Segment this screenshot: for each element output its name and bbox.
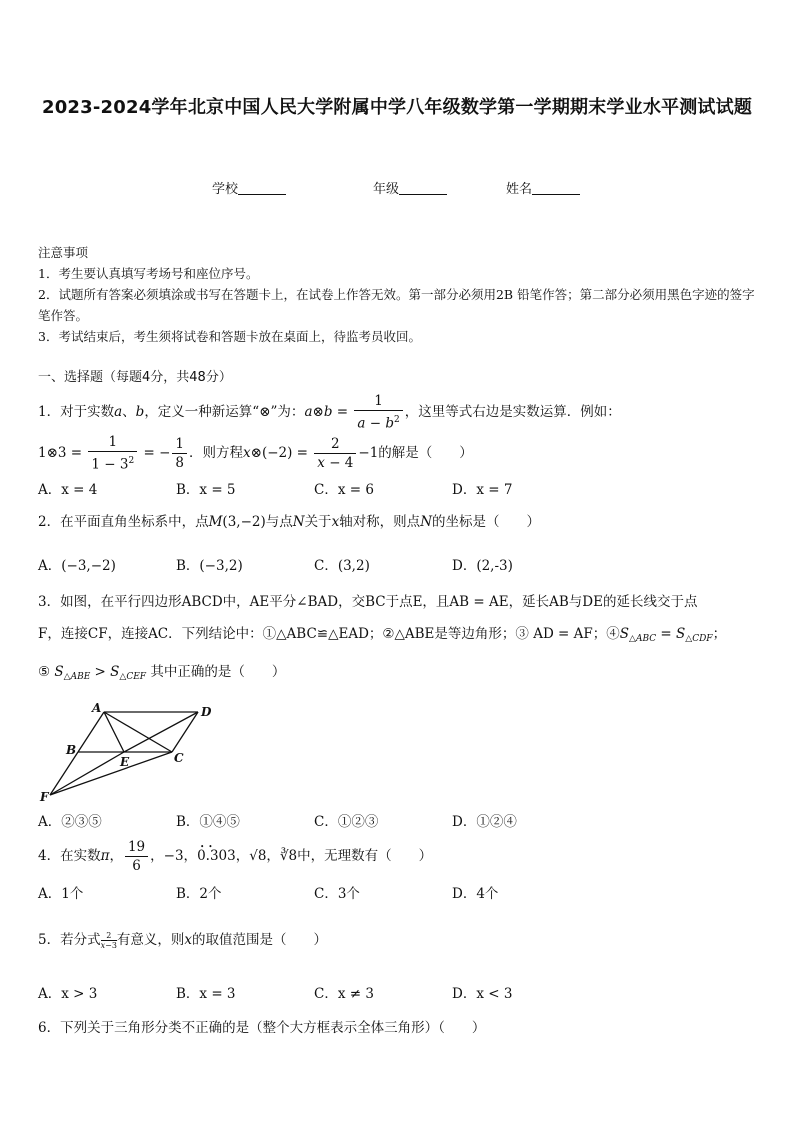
option-a[interactable]: A．②③⑤ [38,814,102,830]
option-c[interactable]: C．(3,2) [314,558,370,574]
name-label: 姓名 [506,182,533,197]
question-4: 4．在实数π， $\frac{19}{6}$ ，−3，• • 0.303，√8，∛8中，无理数有（ ） [38,834,762,878]
school-label: 学校 [212,182,239,197]
option-c[interactable]: C．3个 [314,886,360,902]
question-3: 3．如图，在平行四边形ABCD中，AE平分∠BAD，交BC于点E，且AB = AE，延长AB与DE的延长线交于点 F，连接CF，连接AC．下列结论中：①△ABC≌△EAD；②△ABE是等边角形；③ AD = AF；$④S_{\triangle ABC} = S_{\triangle CDF}$； ⑤ $S_{\triangle ABE} > S_{\triangle CEF}$ 其中正确的是（ ） [38,594,727,682]
small-fraction: $\frac{2}{x-3}$ [100,931,117,950]
name-field [506,178,580,197]
option-c[interactable]: C．x = 6 [314,482,374,498]
vertex-label-b: B [66,743,77,757]
page-title: 2023-2024学年北京中国人民大学附属中学八年级数学第一学期期末学业水平测试试题 [41,97,753,118]
grade-blank [399,180,447,195]
option-d[interactable]: D．x = 7 [452,482,513,498]
note-item: 3．考试结束后，考生须将试卷和答题卡放在桌面上，待监考员收回。 [38,329,421,344]
notes-block [38,242,758,347]
question-5: 5．若分式 $\frac{2}{x-3}$ 有意义，则x的取值范围是（ ） [38,931,328,950]
note-item: 2．试题所有答案必须填涂或书写在答题卡上，在试卷上作答无效。第一部分必须用2B 铅笔作答；第二部分必须用黑色字迹的签字笔作答。 [38,287,755,323]
option-c[interactable]: C．x ≠ 3 [314,986,374,1002]
question-5-options [38,982,762,1004]
vertex-label-a: A [92,701,102,715]
question-2: 2．在平面直角坐标系中，点M(3,−2)与点N关于x轴对称，则点N的坐标是（ ） [38,514,540,530]
option-b[interactable]: B．x = 5 [176,482,236,498]
name-blank [532,180,580,195]
section-title: 一、选择题（每题4分，共48分） [38,370,232,385]
option-b[interactable]: B．2个 [176,886,222,902]
option-d[interactable]: D．①②④ [452,814,517,830]
option-b[interactable]: B．①④⑤ [176,814,240,830]
vertex-label-c: C [174,751,184,765]
question-6: 6．下列关于三角形分类不正确的是（整个大方框表示全体三角形）（ ） [38,1020,486,1036]
question-2-options [38,554,762,576]
formula-fraction: $\frac{1}{a - b^2}$ [354,392,402,433]
notes-heading: 注意事项 [38,245,89,260]
note-item: 1．考生要认真填写考场号和座位序号。 [38,266,259,281]
option-b[interactable]: B．x = 3 [176,986,236,1002]
parallelogram-figure [36,700,216,804]
option-b[interactable]: B．(−3,2) [176,558,243,574]
option-c[interactable]: C．①②③ [314,814,379,830]
question-4-options [38,882,762,904]
option-a[interactable]: A．x > 3 [38,986,98,1002]
grade-label: 年级 [373,182,400,197]
option-d[interactable]: D．x < 3 [452,986,513,1002]
school-blank [238,180,286,195]
vertex-label-d: D [201,705,212,719]
question-3-options [38,810,762,832]
option-a[interactable]: A．1个 [38,886,84,902]
option-d[interactable]: D．4个 [452,886,499,902]
vertex-label-e: E [120,755,130,769]
question-1: 1．对于实数a、b，定义一种新运算“⊗”为：a⊗b = $\frac{1}{a - b^2}$ ，这里等式右边是实数运算．例如： 1⊗3 = $\frac{1}{1 - 3^2}$ = − $\frac{1}{8}$ ．则方程x⊗(−2) = $\frac{2}{x - 4}$ −1的解是（ ） [38,393,621,473]
option-a[interactable]: A．(−3,−2) [38,558,116,574]
vertex-label-f: F [40,790,49,804]
option-d[interactable]: D．(2,-3) [452,558,513,574]
question-1-options [38,478,762,500]
option-a[interactable]: A．x = 4 [38,482,98,498]
grade-field [373,178,447,197]
school-field [212,178,286,197]
